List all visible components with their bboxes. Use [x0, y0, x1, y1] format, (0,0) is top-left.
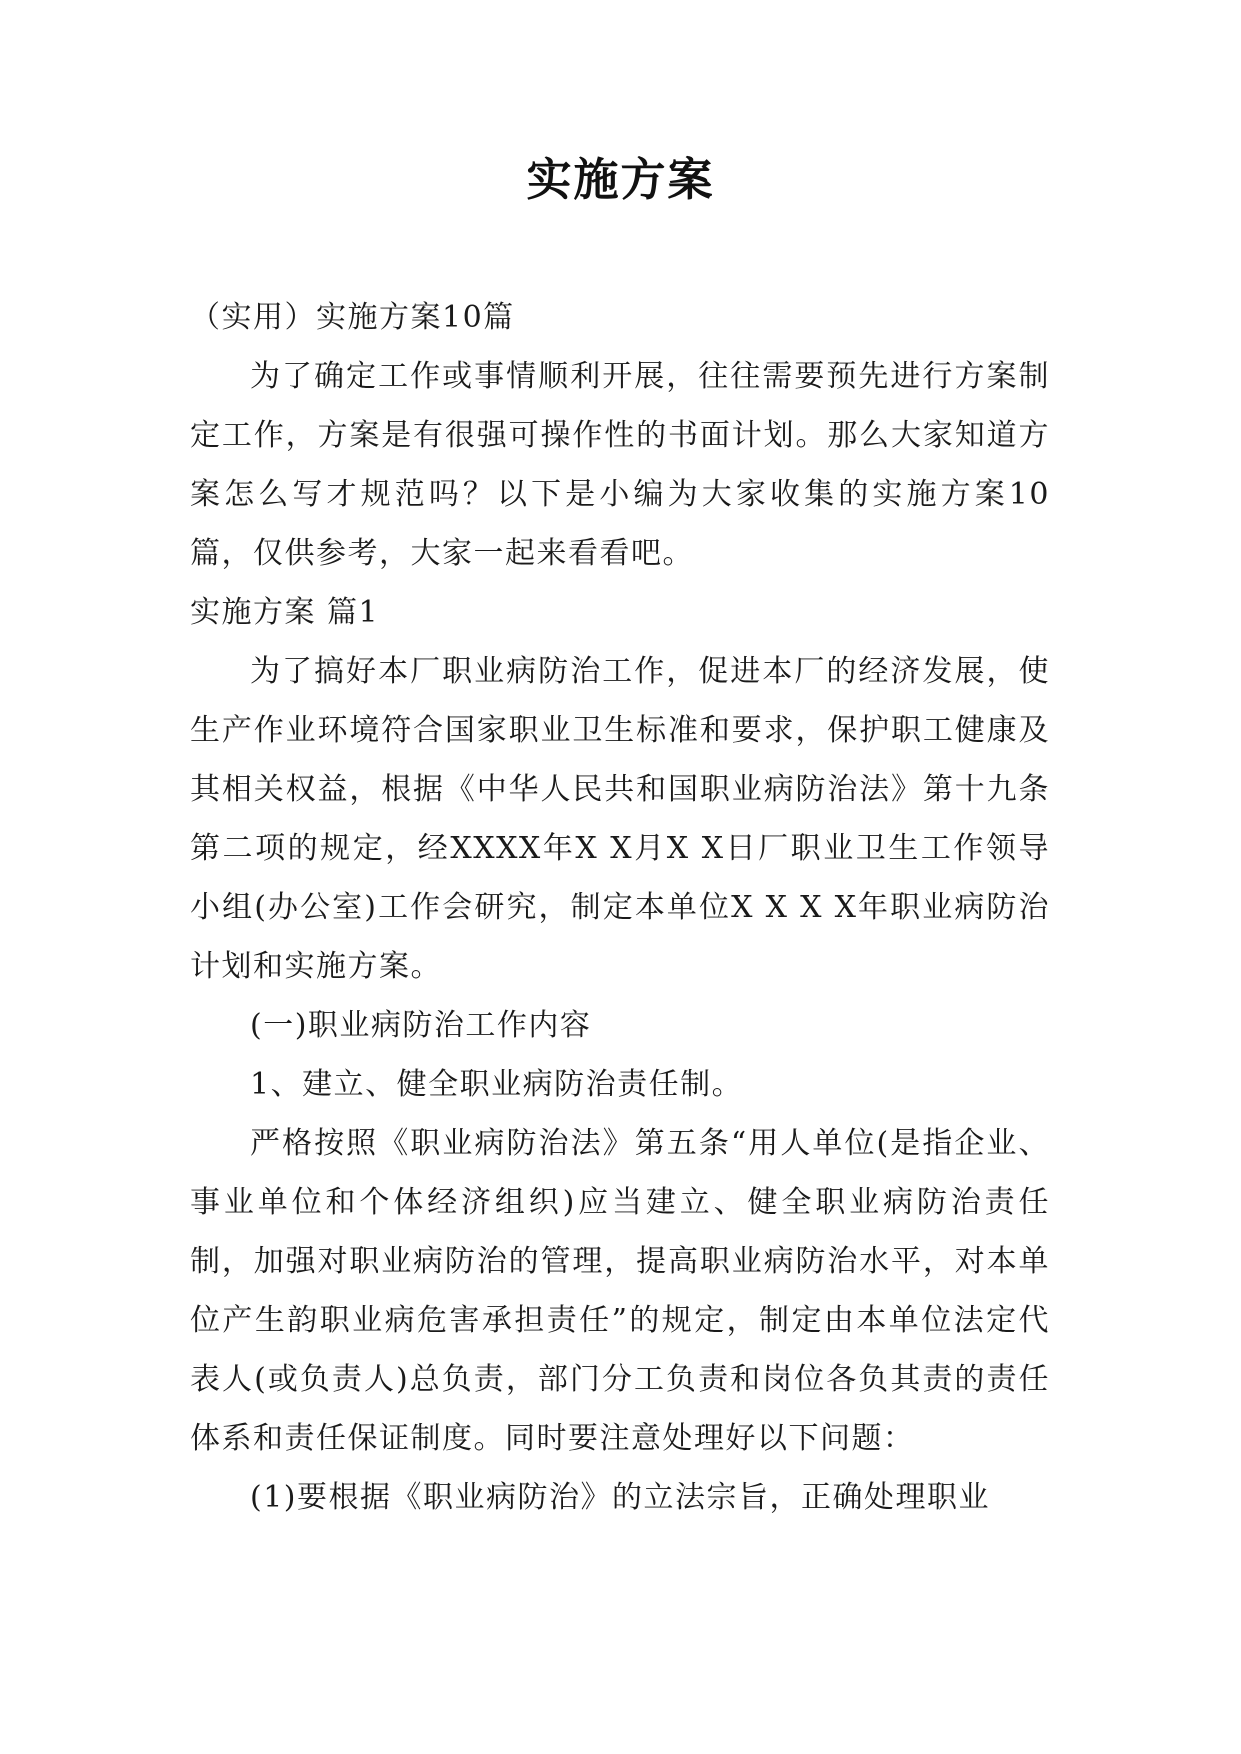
document-subtitle: （实用）实施方案10篇: [190, 300, 515, 335]
paragraph-1: 为了搞好本厂职业病防治工作，促进本厂的经济发展，使生产作业环境符合国家职业卫生标准和要求，保护职工健康及其相关权益，根据《中华人民共和国职业病防治法》第十九条第二项的规定，经XXXX年X X月X X日厂职业卫生工作领导小组(办公室)工作会研究，制定本单位X X X X年职业病防治计划和实施方案。: [190, 654, 1050, 984]
sub-heading: (一)职业病防治工作内容: [250, 1008, 592, 1043]
list-item-1: 1、建立、健全职业病防治责任制。: [250, 1067, 744, 1102]
document-body: [190, 288, 1050, 1527]
paragraph-3: (1)要根据《职业病防治》的立法宗旨，正确处理职业: [250, 1480, 990, 1515]
section-heading: 实施方案 篇1: [190, 595, 380, 630]
intro-paragraph: 为了确定工作或事情顺利开展，往往需要预先进行方案制定工作，方案是有很强可操作性的书面计划。那么大家知道方案怎么写才规范吗？以下是小编为大家收集的实施方案10篇，仅供参考，大家一起来看看吧。: [190, 359, 1050, 571]
paragraph-2: 严格按照《职业病防治法》第五条“用人单位(是指企业、事业单位和个体经济组织)应当建立、健全职业病防治责任制，加强对职业病防治的管理，提高职业病防治水平，对本单位产生韵职业病危害承担责任”的规定，制定由本单位法定代表人(或负责人)总负责，部门分工负责和岗位各负其责的责任体系和责任保证制度。同时要注意处理好以下问题：: [190, 1126, 1050, 1456]
document-title: 实施方案: [526, 153, 715, 206]
